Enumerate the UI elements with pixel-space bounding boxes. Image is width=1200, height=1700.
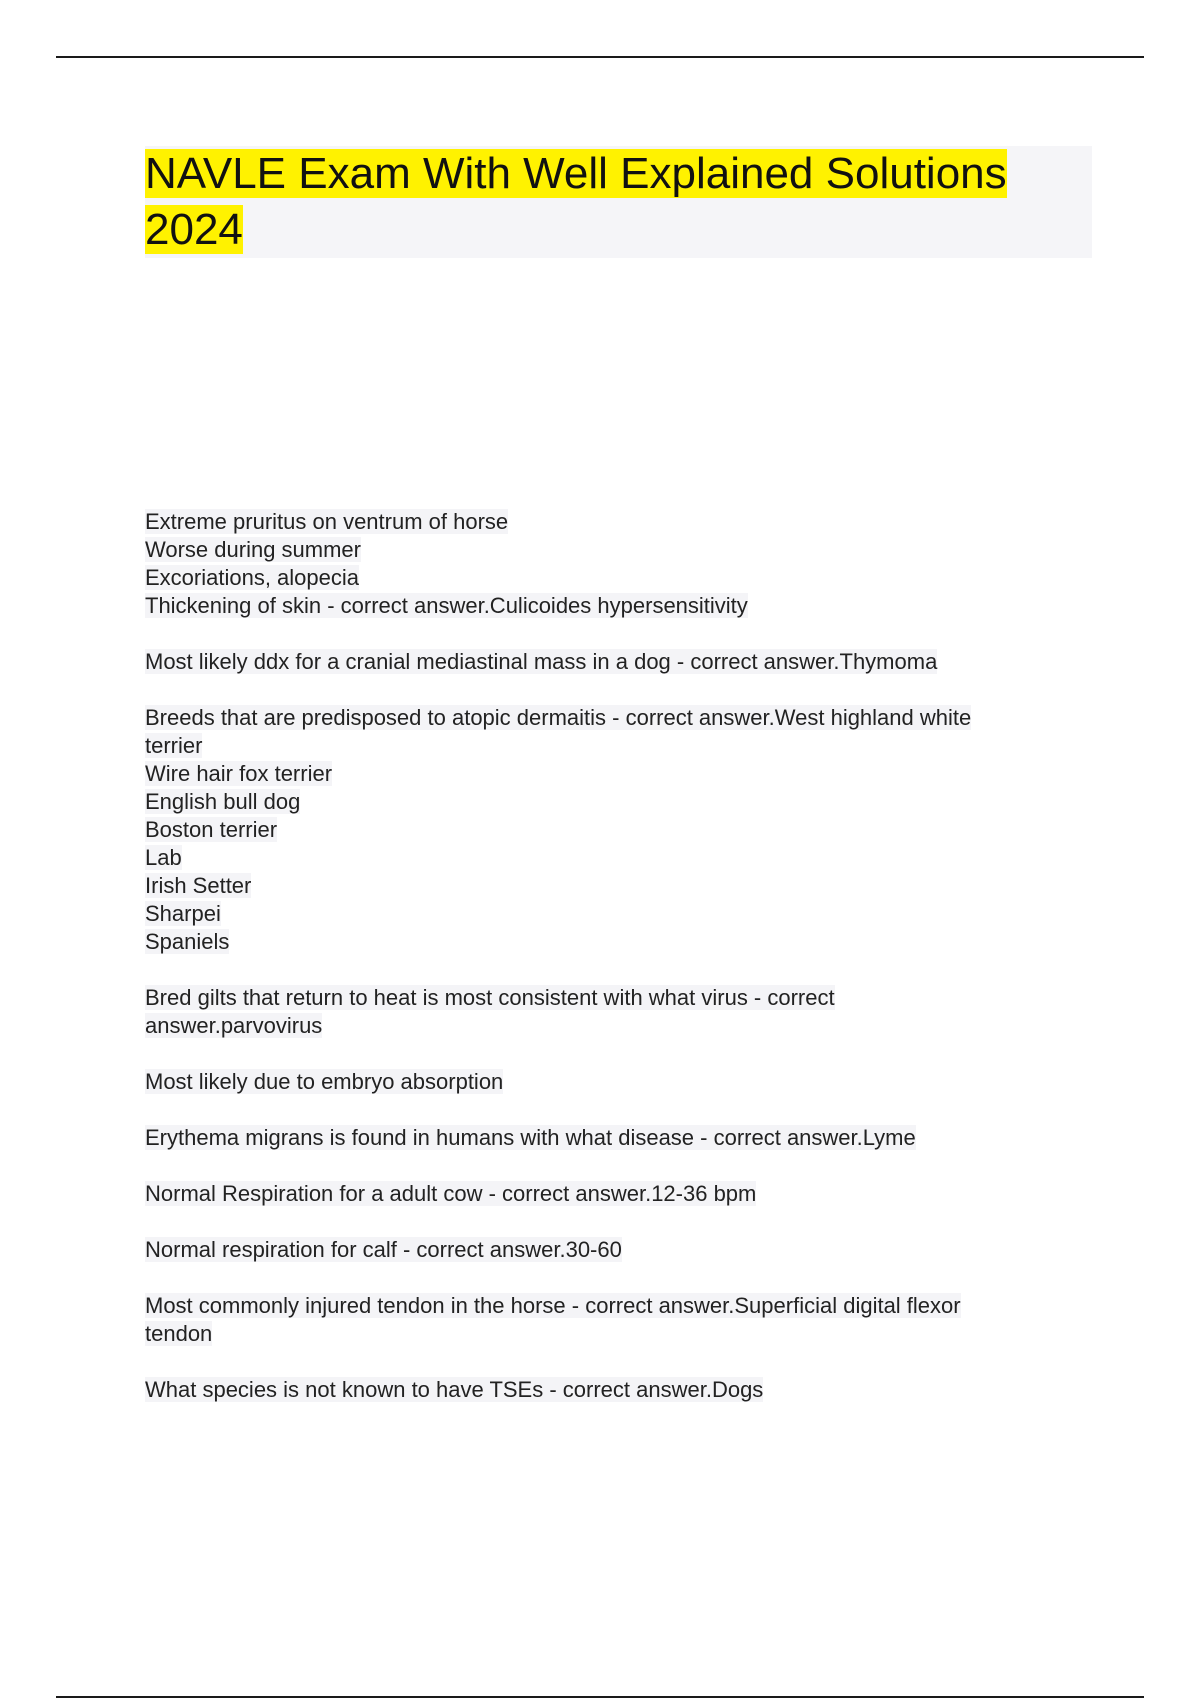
qa-line bbox=[145, 1236, 1095, 1264]
qa-entry bbox=[145, 1236, 1095, 1264]
qa-line-text: English bull dog bbox=[145, 789, 301, 814]
qa-line-text: Most commonly injured tendon in the horse - correct answer.Superficial digital flexor bbox=[145, 1293, 961, 1318]
qa-line-text: Boston terrier bbox=[145, 817, 278, 842]
qa-line bbox=[145, 984, 1095, 1012]
qa-line bbox=[145, 1376, 1095, 1404]
qa-line bbox=[145, 1068, 1095, 1096]
qa-entry bbox=[145, 704, 1095, 956]
qa-line-text: Irish Setter bbox=[145, 873, 252, 898]
qa-line-text: Wire hair fox terrier bbox=[145, 761, 333, 786]
qa-entry bbox=[145, 984, 1095, 1040]
qa-line bbox=[145, 1320, 1095, 1348]
qa-line bbox=[145, 704, 1095, 732]
qa-line bbox=[145, 1124, 1095, 1152]
qa-line bbox=[145, 844, 1095, 872]
qa-line-text: Bred gilts that return to heat is most consistent with what virus - correct bbox=[145, 985, 835, 1010]
qa-line-text: Spaniels bbox=[145, 929, 230, 954]
qa-list bbox=[145, 508, 1095, 1432]
qa-line-text: Worse during summer bbox=[145, 537, 361, 562]
top-rule bbox=[56, 56, 1144, 58]
qa-line-text: Most likely due to embryo absorption bbox=[145, 1069, 504, 1094]
qa-line bbox=[145, 760, 1095, 788]
qa-line bbox=[145, 508, 1095, 536]
qa-line bbox=[145, 536, 1095, 564]
qa-line bbox=[145, 900, 1095, 928]
qa-line-text: terrier bbox=[145, 733, 203, 758]
document-title bbox=[145, 146, 1092, 258]
qa-line-text: Excoriations, alopecia bbox=[145, 565, 360, 590]
qa-line-text: Normal Respiration for a adult cow - correct answer.12-36 bpm bbox=[145, 1181, 757, 1206]
qa-line-text: Sharpei bbox=[145, 901, 221, 926]
qa-entry bbox=[145, 1124, 1095, 1152]
qa-line-text: Most likely ddx for a cranial mediastinal mass in a dog - correct answer.Thymoma bbox=[145, 649, 938, 674]
qa-line bbox=[145, 872, 1095, 900]
qa-line-text: tendon bbox=[145, 1321, 213, 1346]
qa-line-text: answer.parvovirus bbox=[145, 1013, 323, 1038]
bottom-rule bbox=[56, 1696, 1144, 1698]
qa-entry bbox=[145, 648, 1095, 676]
qa-line bbox=[145, 592, 1095, 620]
qa-entry bbox=[145, 508, 1095, 620]
qa-line-text: Lab bbox=[145, 845, 182, 870]
qa-line bbox=[145, 1180, 1095, 1208]
qa-line bbox=[145, 1012, 1095, 1040]
qa-line bbox=[145, 564, 1095, 592]
qa-entry bbox=[145, 1180, 1095, 1208]
title-block bbox=[145, 146, 1092, 258]
qa-entry bbox=[145, 1292, 1095, 1348]
qa-line-text: Thickening of skin - correct answer.Culicoides hypersensitivity bbox=[145, 593, 748, 618]
qa-line-text: Erythema migrans is found in humans with what disease - correct answer.Lyme bbox=[145, 1125, 916, 1150]
qa-line-text: Breeds that are predisposed to atopic dermaitis - correct answer.West highland white bbox=[145, 705, 972, 730]
document-title-text: NAVLE Exam With Well Explained Solutions 2024 bbox=[145, 149, 1007, 254]
qa-line-text: What species is not known to have TSEs - correct answer.Dogs bbox=[145, 1377, 764, 1402]
qa-line bbox=[145, 788, 1095, 816]
qa-line bbox=[145, 1292, 1095, 1320]
qa-line bbox=[145, 732, 1095, 760]
qa-line bbox=[145, 816, 1095, 844]
qa-line bbox=[145, 928, 1095, 956]
qa-line bbox=[145, 648, 1095, 676]
qa-entry bbox=[145, 1376, 1095, 1404]
qa-line-text: Normal respiration for calf - correct answer.30-60 bbox=[145, 1237, 622, 1262]
qa-line-text: Extreme pruritus on ventrum of horse bbox=[145, 509, 509, 534]
qa-entry bbox=[145, 1068, 1095, 1096]
